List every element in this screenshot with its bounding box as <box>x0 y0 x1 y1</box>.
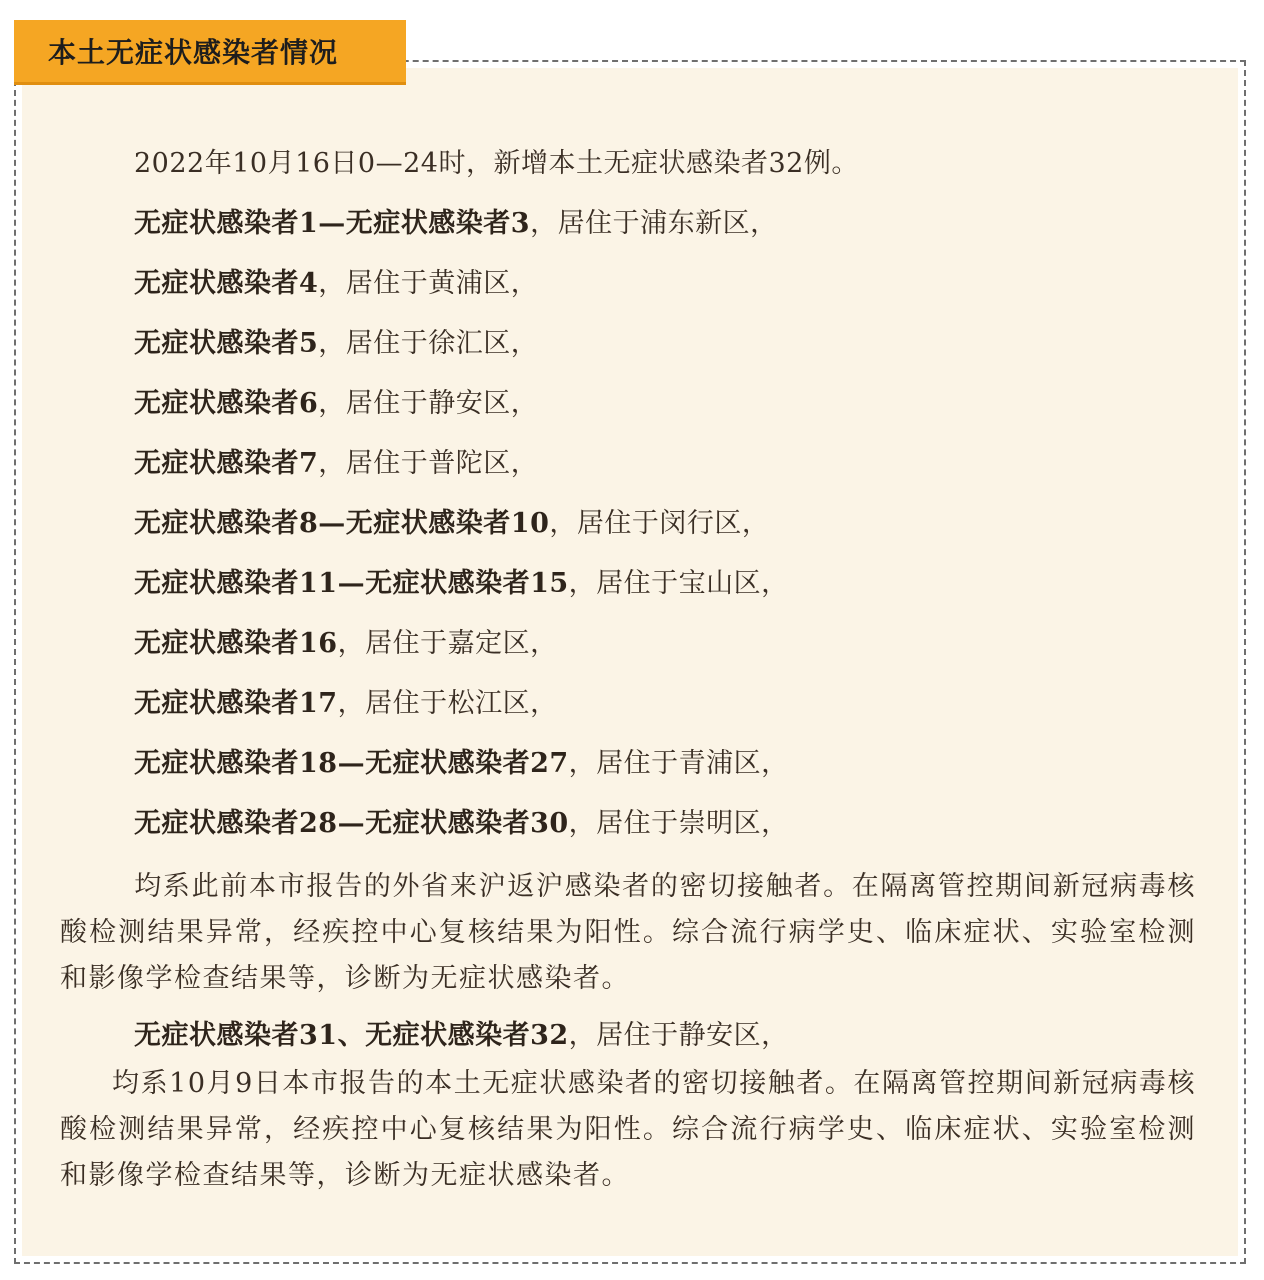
case-line <box>134 327 538 361</box>
case-id: 无症状感染者18—无症状感染者27 <box>134 748 569 779</box>
case-location: ，居住于静安区， <box>568 1020 789 1051</box>
case-id: 无症状感染者5 <box>134 328 319 359</box>
case-id: 无症状感染者1—无症状感染者3 <box>134 208 531 239</box>
case-location: ，居住于静安区， <box>318 388 539 419</box>
case-location: ，居住于青浦区， <box>568 748 789 779</box>
case-id: 无症状感染者8—无症状感染者10 <box>134 508 550 539</box>
case-id: 无症状感染者7 <box>134 448 319 479</box>
case-line <box>134 207 778 241</box>
paragraph-1-text: 均系此前本市报告的外省来沪返沪感染者的密切接触者。在隔离管控期间新冠病毒核酸检测结果异常，经疾控中心复核结果为阳性。综合流行病学史、临床症状、实验室检测和影像学检查结果等，诊断为无症状感染者。 <box>60 871 1196 994</box>
case-line <box>134 387 538 421</box>
case-id: 无症状感染者31、无症状感染者32 <box>134 1020 569 1051</box>
case-location: ，居住于嘉定区， <box>337 628 558 659</box>
case-location: ，居住于普陀区， <box>318 448 539 479</box>
case-line <box>134 687 558 721</box>
case-location: ，居住于浦东新区， <box>530 208 778 239</box>
case-line <box>134 807 789 841</box>
section-title-tab <box>14 20 406 82</box>
paragraph-2 <box>60 1061 1196 1199</box>
paragraph-1 <box>60 864 1196 1002</box>
case-location: ，居住于黄浦区， <box>318 268 539 299</box>
case-line <box>134 747 789 781</box>
case-line <box>134 507 769 541</box>
case-location: ，居住于松江区， <box>337 688 558 719</box>
case-location: ，居住于宝山区， <box>568 568 789 599</box>
case-id: 无症状感染者28—无症状感染者30 <box>134 808 569 839</box>
paragraph-2-text: 均系10月9日本市报告的本土无症状感染者的密切接触者。在隔离管控期间新冠病毒核酸检测结果异常，经疾控中心复核结果为阳性。综合流行病学史、临床症状、实验室检测和影像学检查结果等，诊断为无症状感染者。 <box>60 1068 1196 1191</box>
case-id: 无症状感染者6 <box>134 388 319 419</box>
case-line <box>134 267 538 301</box>
case-id: 无症状感染者11—无症状感染者15 <box>134 568 569 599</box>
case-location: ，居住于崇明区， <box>568 808 789 839</box>
case-line <box>134 627 558 661</box>
case-location: ，居住于徐汇区， <box>318 328 539 359</box>
case-id: 无症状感染者16 <box>134 628 338 659</box>
case-line <box>134 567 789 601</box>
case-line-last <box>134 1019 789 1053</box>
case-location: ，居住于闵行区， <box>549 508 770 539</box>
case-line <box>134 447 538 481</box>
case-id: 无症状感染者4 <box>134 268 319 299</box>
intro-line: 2022年10月16日0—24时，新增本土无症状感染者32例。 <box>134 148 859 179</box>
section-title: 本土无症状感染者情况 <box>48 36 339 69</box>
case-id: 无症状感染者17 <box>134 688 338 719</box>
